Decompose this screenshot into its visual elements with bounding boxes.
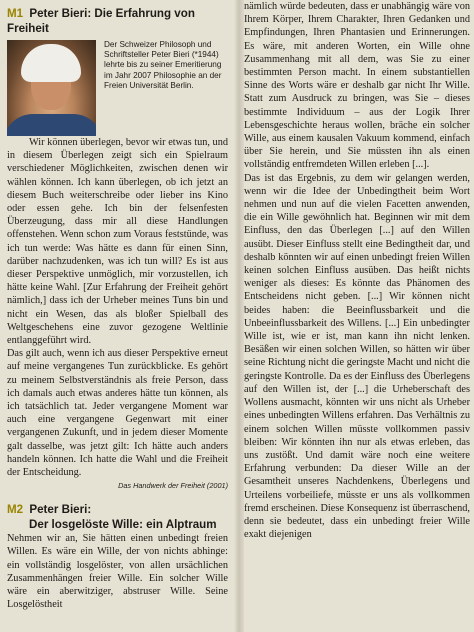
- m2-subtitle: Der losgelöste Wille: ein Alptraum: [29, 518, 217, 532]
- author-intro: [7, 40, 228, 136]
- m1-source: Das Handwerk der Freiheit (2001): [118, 481, 228, 491]
- m1-paragraph-2: Das gilt auch, wenn ich aus dieser Perspektive erneut auf meine vergangenes Tun zurückblicke. Es gehört zu meinem Selbstverständnis als freie Person, dass ich damals auch etwas anderes hätte tun können, als ich tatsächlich tat. Jeder vergangene Moment war auch eine vergangene Gegenwart mit einer vergangenen Zukunft, und in jedem dieser Momente galt dasselbe, was jetzt gilt: Ich hätte auch anders handeln können. Ich hatte die Wahl und die Freiheit der Entscheidung.: [7, 348, 228, 479]
- m2-title-line-1: Peter Bieri:: [29, 503, 92, 517]
- m1-heading: [7, 6, 228, 36]
- right-paragraph-2: Das ist das Ergebnis, zu dem wir gelangen werden, wenn wir die Idee der Unbedingtheit beim Wort nehmen und nun auf die vielen Facetten anwenden, die ein Wille gewöhnlich hat. Beginnen wir mit dem Einfluss, den das Überlegen [...] auf den Willen ausübt. Dieser Einfluss stellt eine Bedingtheit dar, und deshalb könnten wir auf einen unbedingt freien Willen keinen solchen Einfluss ausüben. Das heißt nichts weniger als dieses: Es könnte das Phänomen des Entscheidens nicht geben. [...] Wir können nicht beides haben: die Beeinflussbarkeit und die Unbeeinflussbarkeit des Willens. [...] Ein unbedingter Wille ist, wie er ist, man kann ihn nicht lenken. Besäßen wir einen solchen Willen, so hätten wir über seine Richtung nicht die geringste Macht und nicht die geringste Kontrolle. Da es der Einfluss des Überlegens auf den Willen ist, der [...] die Urheberschaft des Wollens ausmacht, könnten wir uns nicht als Urheber eines unbedingten Willens erfahren. Das Verhältnis zu einem solchen Willen müsste vollkommen passiv bleiben: Wir könnten ihn nur als etwas erleben, das uns zustößt. Und damit wäre noch eine weitere Erfahrung verbunden: Da dieser Wille an der Gesamtheit unseres Nachdenkens, Überlegens und Urteilens vorbeiliefe, müsste er uns als vollkommen fremd erscheinen. Diese Konsequenz ist überraschend, denn sie bedeutet, dass ein unbedingt freier Wille exakt diejenigen: [244, 172, 470, 541]
- m1-paragraph-1: Wir können überlegen, bevor wir etwas tun, und in diesem Überlegen zeigt sich ein Spielraum verschiedener Möglichkeiten, zwischen denen wir wählen können. Ich kann überlegen, ob ich jetzt an diesem Buch weiterschreibe oder lieber ins Kino oder essen gehe. Ich bin der felsenfesten Überzeugung, dass mir all diese Handlungen offenstehen. Wenn schon zum Voraus feststünde, was ich tun werde: Was hätte es dann für einen Sinn, darüber nachzudenken, was ich tun will? Es ist aus dieser Perspektive unmöglich, mir vorzustellen, ich hätte keine Wahl. [Zur Erfahrung der Freiheit gehört nämlich,] dass ich der Urheber meines Tuns bin und nicht ein Wesen, das als bloßer Spielball des Weltgeschehens eine zuvor gezogene Weltlinie entlanggeführt wird.: [7, 137, 228, 347]
- page-gutter: [234, 0, 244, 632]
- author-bio: Der Schweizer Philosoph und Schriftsteller Peter Bieri (*1944) lehrte bis zu seiner Emeritierung im Jahr 2007 Philosophie an der Freien Universität Berlin.: [104, 40, 222, 90]
- m2-paragraph: Nehmen wir an, Sie hätten einen unbedingt freien Willen. Es wäre ein Wille, der von nichts abhinge: ein vollständig losgelöster, von allen ursächlichen Zusammenhängen freier Wille. Ein solcher Wille wäre ein aberwitziger, abstruser Wille. Seine Losgelöstheit: [7, 533, 228, 611]
- right-column: [244, 0, 470, 541]
- right-paragraph-1: nämlich würde bedeuten, dass er unabhängig wäre von Ihrem Körper, Ihrem Charakter, Ihren Gedanken und Empfindungen, Ihren Phantasien und Erinnerungen. Es wäre, mit anderen Worten, ein Wille ohne Zusammenhang mit all dem, was Sie zu einer bestimmten Person macht. In einem substantiellen Sinne des Worts wäre er deshalb gar nicht Ihr Wille. Statt zum Ausdruck zu bringen, was Sie – dieses bestimmte Individuum – aus der Logik Ihrer Lebensgeschichte heraus wollen, bräche ein solcher Wille, aus einem kausalen Vakuum kommend, einfach über Sie herein, und Sie müssten ihn als einen vollständig entfremdeten Willen erleben [...].: [244, 1, 470, 171]
- m1-title: Peter Bieri: Die Erfahrung von Freiheit: [7, 7, 195, 35]
- m2-label: M2: [7, 503, 24, 517]
- m1-label: M1: [7, 7, 24, 20]
- m2-heading: [7, 502, 228, 517]
- left-column: [7, 6, 228, 612]
- author-portrait: [7, 40, 96, 136]
